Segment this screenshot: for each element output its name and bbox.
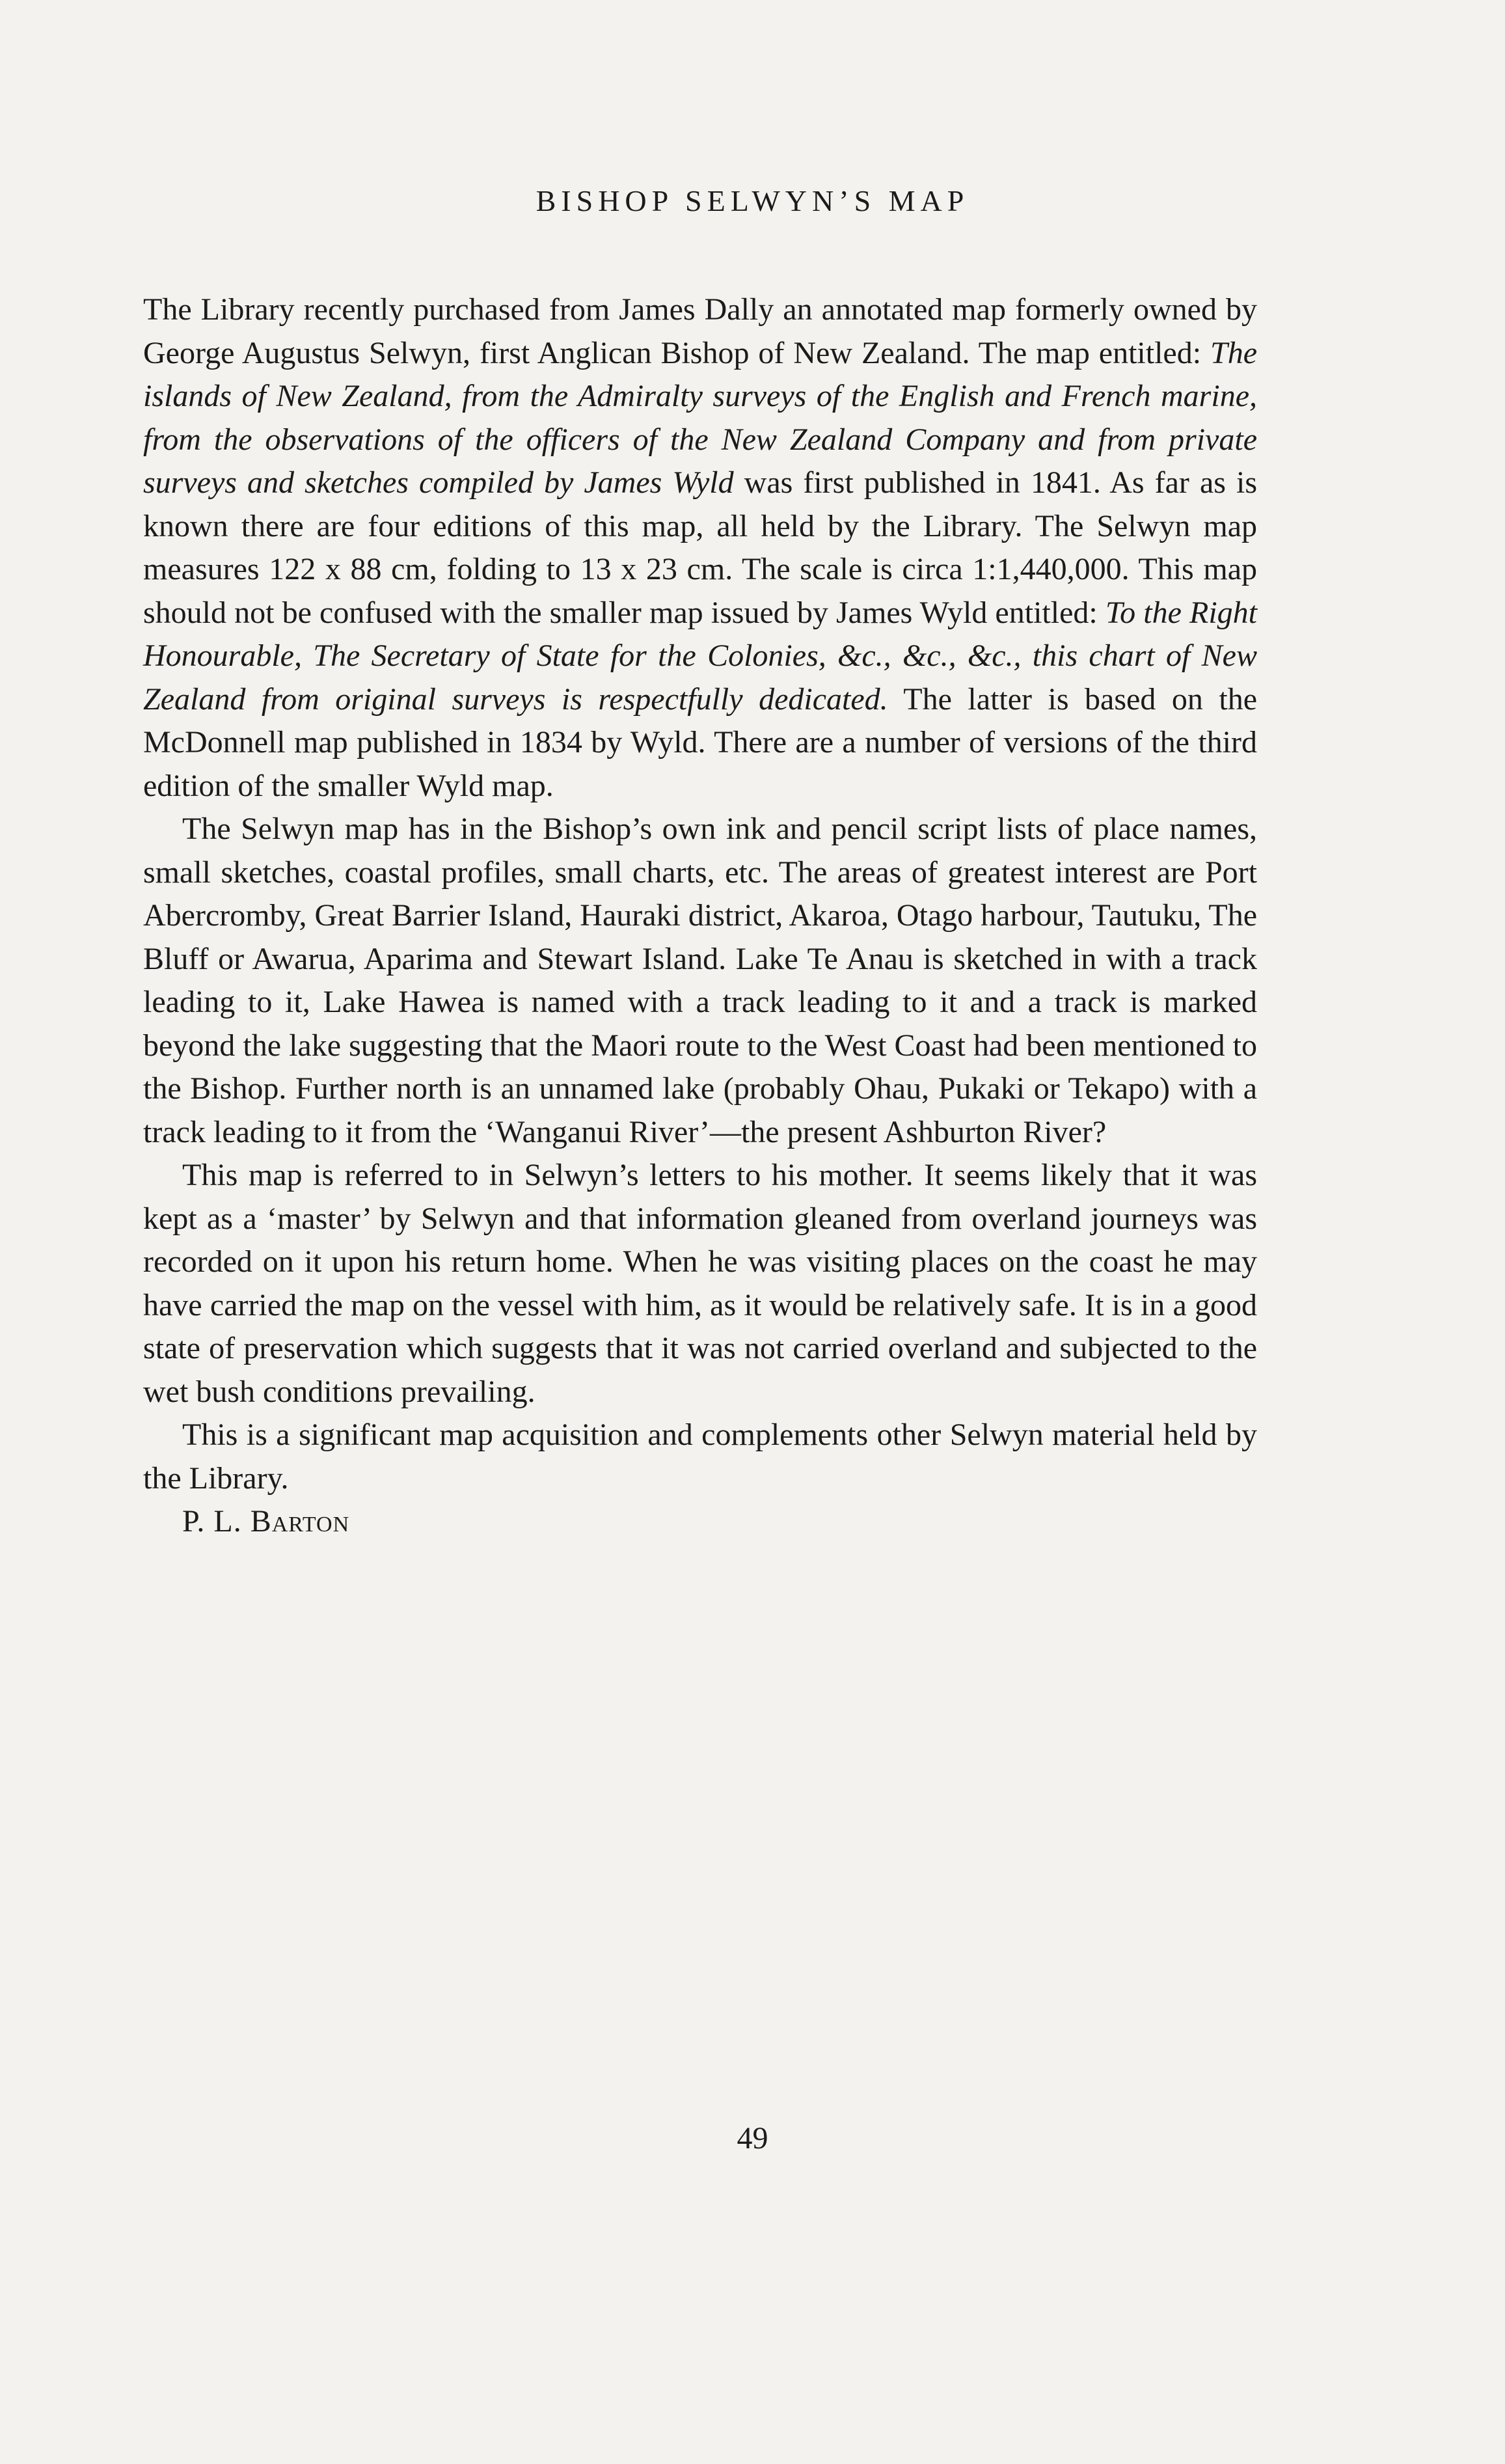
paragraph-1-text-a: The Library recently purchased from James Dally an annotated map formerly owned by George Augustus Selwyn, first Anglican Bishop of New Zealand. The map entitled: xyxy=(143,292,1257,370)
author-signature xyxy=(143,1500,1257,1544)
map-title-italic: The islands of New Zealand, from the Admiralty surveys of the English and French marine, from the observations of the officers of the New Zealand Company and from private surveys and sketches compiled by James Wyld xyxy=(143,335,1257,500)
paragraph-1-text-b: was first published in 1841. As far as is known there are four editions of this map, all held by the Library. The Selwyn map measures 122 x 88 cm, folding to 13 x 23 cm. The scale is circa 1:1,440,000. This map should not be confused with the smaller map issued by James Wyld entitled: xyxy=(143,465,1257,630)
chart-title-italic: To the Right Honourable, The Secretary of State for the Colonies, &c., &c., &c., this chart of New Zealand from original surveys is respectfully dedicated. xyxy=(143,595,1258,717)
paragraph-3: This map is referred to in Selwyn’s letters to his mother. It seems likely that it was kept as a ‘master’ by Selwyn and that information gleaned from overland journeys was recorded on it upon his return home. When he was visiting places on the coast he may have carried the map on the vessel with him, as it would be relatively safe. It is in a good state of preservation which suggests that it was not carried overland and subjected to the wet bush conditions prevailing. xyxy=(143,1158,1257,1409)
paragraph-2: The Selwyn map has in the Bishop’s own ink and pencil script lists of place names, small sketches, coastal profiles, small charts, etc. The areas of greatest interest are Port Abercromby, Great Barrier Island, Hauraki district, Akaroa, Otago harbour, Tautuku, The Bluff or Awarua, Aparima and Stewart Island. Lake Te Anau is sketched in with a track leading to it, Lake Hawea is named with a track leading to it and a track is marked beyond the lake suggesting that the Maori route to the West Coast had been mentioned to the Bishop. Further north is an unnamed lake (probably Ohau, Pukaki or Tekapo) with a track leading to it from the ‘Wanganui River’—the present Ashburton River? xyxy=(143,812,1257,1149)
paragraph-1-text-c: The latter is based on the McDonnell map published in 1834 by Wyld. There are a number of versions of the third edition of the smaller Wyld map. xyxy=(143,681,1257,803)
author-name: P. L. Barton xyxy=(182,1504,350,1539)
paragraph-4: This is a significant map acquisition and complements other Selwyn material held by the Library. xyxy=(143,1417,1257,1496)
page-number: 49 xyxy=(737,2121,768,2156)
article-body xyxy=(143,288,1257,1544)
paragraph-1 xyxy=(143,288,1257,808)
article-title: BISHOP SELWYN’S MAP xyxy=(536,184,969,217)
